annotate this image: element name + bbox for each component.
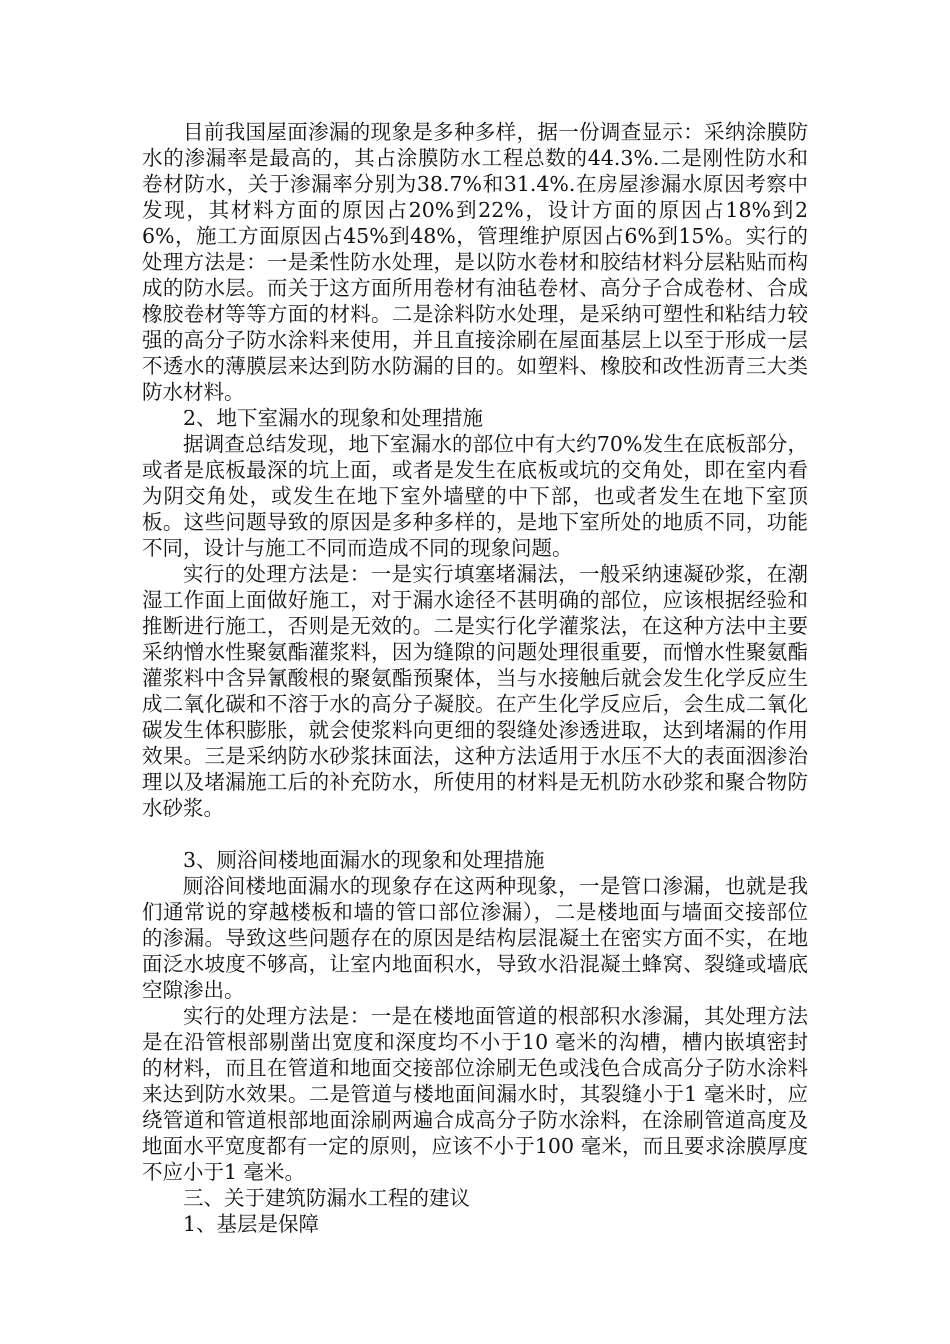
heading-base-layer: 1、基层是保障 xyxy=(183,1212,320,1236)
paragraph-basement-survey: 据调查总结发现，地下室漏水的部位中有大约70%发生在底板部分，或者是底板最深的坑上面，或者是发生在底板或坑的交角处，即在室内看为阴交角处，或发生在地下室外墙壁的中下部，也或者发生在地下室顶板。这些问题导致的原因是多种多样的，是地下室所处的地质不同，功能不同，设计与施工不同而造成不同的现象问题。 xyxy=(142,432,808,560)
paragraph-bathroom-methods: 实行的处理方法是：一是在楼地面管道的根部积水渗漏，其处理方法是在沿管根部剔凿出宽度和深度均不小于10 毫米的沟槽，槽内嵌填密封的材料，而且在管道和地面交接部位涂刷无色或浅色合成高分子防水涂料来达到防水效果。二是管道与楼地面间漏水时，其裂缝小于1 毫米时，应绕管道和管道根部地面涂刷两遍合成高分子防水涂料，在涂刷管道高度及地面水平宽度都有一定的原则，应该不小于100 毫米，而且要求涂膜厚度不应小于1 毫米。 xyxy=(142,1004,808,1184)
paragraph-bathroom-phenomena: 厕浴间楼地面漏水的现象存在这两种现象，一是管口渗漏，也就是我们通常说的穿越楼板和墙的管口部位渗漏），二是楼地面与墙面交接部位的渗漏。导致这些问题存在的原因是结构层混凝土在密实方面不实，在地面泛水坡度不够高，让室内地面积水，导致水沿混凝土蜂窝、裂缝或墙底空隙渗出。 xyxy=(142,874,808,1002)
paragraph-basement-methods: 实行的处理方法是：一是实行填塞堵漏法，一般采纳速凝砂浆，在潮湿工作面上面做好施工，对于漏水途径不甚明确的部位，应该根据经验和推断进行施工，否则是无效的。二是实行化学灌浆法，在这种方法中主要采纳憎水性聚氨酯灌浆料，因为缝隙的问题处理很重要，而憎水性聚氨酯灌浆料中含异氰酸根的聚氨酯预聚体，当与水接触后就会发生化学反应生成二氧化碳和不溶于水的高分子凝胶。在产生化学反应后，会生成二氧化碳发生体积膨胀，就会使浆料向更细的裂缝处渗透进取，达到堵漏的作用效果。三是采纳防水砂浆抹面法，这种方法适用于水压不大的表面洇渗治理以及堵漏施工后的补充防水，所使用的材料是无机防水砂浆和聚合物防水砂浆。 xyxy=(142,562,808,820)
paragraph-roof-leakage: 目前我国屋面渗漏的现象是多种多样，据一份调查显示：采纳涂膜防水的渗漏率是最高的，其占涂膜防水工程总数的44.3%.二是刚性防水和卷材防水，关于渗漏率分别为38.7%和31.4%.在房屋渗漏水原因考察中发现，其材料方面的原因占20%到22%，设计方面的原因占18%到26%，施工方面原因占45%到48%，管理维护原因占6%到15%。实行的处理方法是：一是柔性防水处理，是以防水卷材和胶结材料分层粘贴而构成的防水层。而关于这方面所用卷材有油毡卷材、高分子合成卷材、合成橡胶卷材等等方面的材料。二是涂料防水处理，是采纳可塑性和粘结力较强的高分子防水涂料来使用，并且直接涂刷在屋面基层上以至于形成一层不透水的薄膜层来达到防水防漏的目的。如塑料、橡胶和改性沥青三大类防水材料。 xyxy=(142,120,808,404)
document-page xyxy=(142,119,808,1237)
heading-suggestions: 三、关于建筑防漏水工程的建议 xyxy=(183,1186,470,1210)
heading-basement-leakage: 2、地下室漏水的现象和处理措施 xyxy=(183,406,484,430)
heading-bathroom-leakage: 3、厕浴间楼地面漏水的现象和处理措施 xyxy=(183,848,545,872)
paragraph-spacer xyxy=(142,821,808,847)
